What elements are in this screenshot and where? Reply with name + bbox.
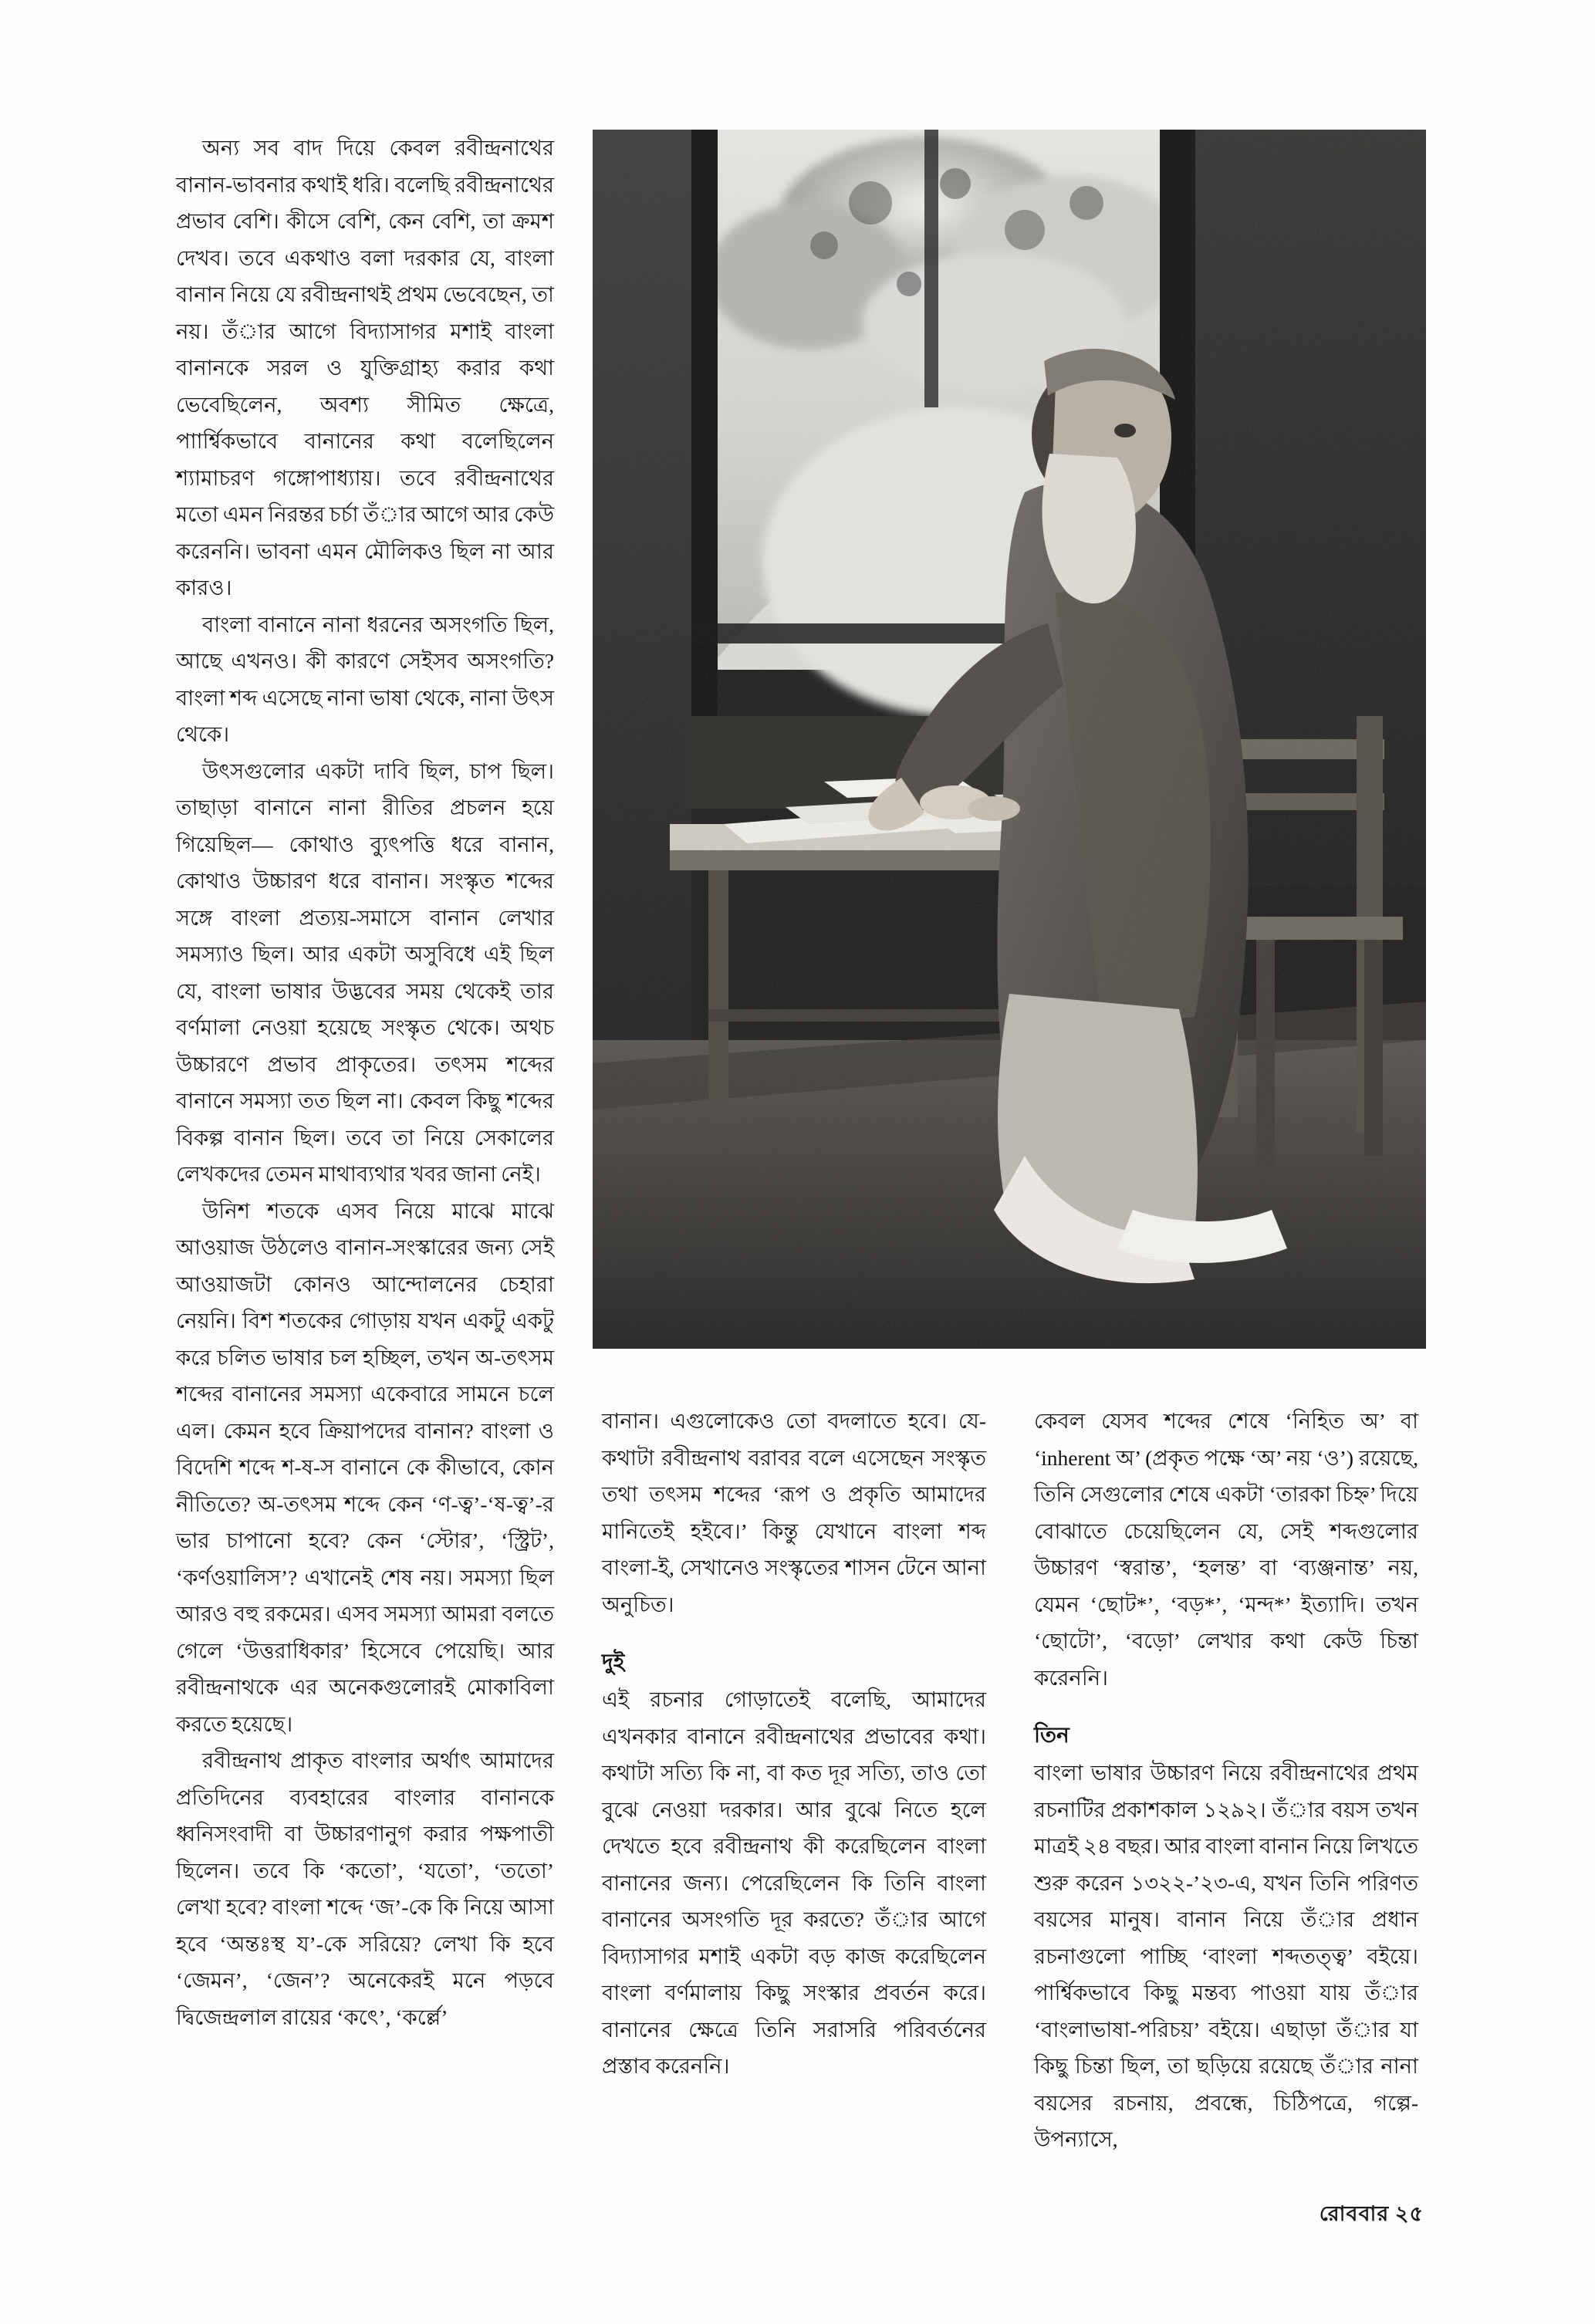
paragraph: বানান। এগুলোকেও তো বদলাতে হবে। যে-কথাটা রবীন্দ্রনাথ বরাবর বলে এসেছেন সংস্কৃত তথা তৎসম শব্দের ‘রূপ ও প্রকৃতি আমাদের মানিতেই হইবে।’ কিন্তু যেখানে বাংলা শব্দ বাংলা-ই, সেখানেও সংস্কৃতের শাসন টেনে আনা অনুচিত। [602,1409,986,1616]
tagore-photograph [593,130,1426,1349]
page-folio: রোববার ২৫ [1319,2202,1424,2225]
column-right [1034,1403,1418,2158]
paragraph: উৎসগুলোর একটা দাবি ছিল, চাপ ছিল। তাছাড়া বানানে নানা রীতির প্রচলন হয়ে গিয়েছিল— কোথাও ব্যুৎপত্তি ধরে বানান, কোথাও উচ্চারণ ধরে বানান। সংস্কৃত শব্দের সঙ্গে বাংলা প্রত্যয়-সমাসে বানান লেখার সমস্যাও ছিল। আর একটা অসুবিধে এই ছিল যে, বাংলা ভাষার উদ্ভবের সময় থেকেই তার বর্ণমালা নেওয়া হয়েছে সংস্কৃত থেকে। অথচ উচ্চারণে প্রভাব প্রাকৃতের। তৎসম শব্দের বানানে সমস্যা তত ছিল না। কেবল কিছু শব্দের বিকল্প বানান ছিল। তবে তা নিয়ে সেকালের লেখকদের তেমন মাথাব্যথার খবর জানা নেই। [176,758,554,1186]
paragraph: কেবল যেসব শব্দের শেষে ‘নিহিত অ’ বা ‘inherent অ’ (প্রকৃত পক্ষে ‘অ’ নয় ‘ও’) রয়েছে, তিনি সেগুলোর শেষে একটা ‘তারকা চিহ্ন’ দিয়ে বোঝাতে চেয়েছিলেন যে, সেই শব্দগুলোর উচ্চারণ ‘স্বরান্ত’, ‘হলন্ত’ বা ‘ব্যঞ্জনান্ত’ নয়, যেমন ‘ছোট*’, ‘বড়*’, ‘মন্দ*’ ইত্যাদি। তখন ‘ছোটো’, ‘বড়ো’ লেখার কথা কেউ চিন্তা করেননি। [1034,1409,1418,1690]
paragraph: উনিশ শতকে এসব নিয়ে মাঝে মাঝে আওয়াজ উঠলেও বানান-সংস্কারের জন্য সেই আওয়াজটা কোনও আন্দোলনের চেহারা নেয়নি। বিশ শতকের গোড়ায় যখন একটু একটু করে চলিত ভাষার চল হচ্ছিল, তখন অ-তৎসম শব্দের বানানের সমস্যা একেবারে সামনে চলে এল। কেমন হবে ক্রিয়াপদের বানান? বাংলা ও বিদেশি শব্দে শ-ষ-স বানানে কে কীভাবে, কোন নীতিতে? অ-তৎসম শব্দে কেন ‘ণ-ত্ব’-‘ষ-ত্ব’-র ভার চাপানো হবে? কেন ‘স্টোর’, ‘স্ট্রিট’, ‘কর্ণওয়ালিস’? এখানেই শেষ নয়। সমস্যা ছিল আরও বহু রকমের। এসব সমস্যা আমরা বলতে গেলে ‘উত্তরাধিকার’ হিসেবে পেয়েছি। আর রবীন্দ্রনাথকে এর অনেকগুলোরই মোকাবিলা করতে হয়েছে। [176,1198,554,1736]
paragraph: রবীন্দ্রনাথ প্রাকৃত বাংলার অর্থাৎ আমাদের প্রতিদিনের ব্যবহারের বাংলার বানানকে ধ্বনিসংবাদী বা উচ্চারণানুগ করার পক্ষপাতী ছিলেন। তবে কি ‘কতো’, ‘যতো’, ‘ততো’ লেখা হবে? বাংলা শব্দে ‘জ’-কে কি নিয়ে আসা হবে ‘অন্তঃস্থ য’-কে সরিয়ে? লেখা কি হবে ‘জেমন’, ‘জেন’? অনেকেরই মনে পড়বে দ্বিজেন্দ্রলাল রায়ের ‘কৎে’, ‘কর্ল্লে’ [176,1748,554,2029]
photo-figure [593,130,1426,1349]
section-heading-three: তিন [1034,1724,1070,1748]
paragraph: এই রচনার গোড়াতেই বলেছি, আমাদের এখনকার বানানে রবীন্দ্রনাথের প্রভাবের কথা। কথাটা সত্যি কি না, বা কত দূর সত্যি, তাও তো বুঝে নেওয়া দরকার। আর বুঝে নিতে হলে দেখতে হবে রবীন্দ্রনাথ কী করেছিলেন বাংলা বানানের জন্য। পেরেছিলেন কি তিনি বাংলা বানানের অসংগতি দূর করতে? তঁার আগে বিদ্যাসাগর মশাই একটা বড় কাজ করেছিলেন বাংলা বর্ণমালায় কিছু সংস্কার প্রবর্তন করে। বানানের ক্ষেত্রে তিনি সরাসরি পরিবর্তনের প্রস্তাব করেননি। [602,1687,986,2078]
column-left-lower [176,1403,554,2158]
section-heading-two: দুই [602,1650,625,1674]
paragraph: বাংলা ভাষার উচ্চারণ নিয়ে রবীন্দ্রনাথের প্রথম রচনাটির প্রকাশকাল ১২৯২। তঁার বয়স তখন মাত্রই ২৪ বছর। আর বাংলা বানান নিয়ে লিখতে শুরু করেন ১৩২২-’২৩-এ, যখন তিনি পরিণত বয়সের মানুষ। বানান নিয়ে তঁার প্রধান রচনাগুলো পাচ্ছি ‘বাংলা শব্দতত্ত্ব’ বইয়ে। পার্শ্বিকভাবে কিছু মন্তব্য পাওয়া যায় তঁার ‘বাংলাভাষা-পরিচয়’ বইয়ে। এছাড়া তঁার যা কিছু চিন্তা ছিল, তা ছড়িয়ে রয়েছে তঁার নানা বয়সের রচনায়, প্রবন্ধে, চিঠিপত্রে, গল্পে-উপন্যাসে, [1034,1761,1418,2151]
paragraph: বাংলা বানানে নানা ধরনের অসংগতি ছিল, আছে এখনও। কী কারণে সেইসব অসংগতি? বাংলা শব্দ এসেছে নানা ভাষা থেকে, নানা উৎস থেকে। [176,612,554,746]
column-middle [602,1403,986,2158]
three-column-text [176,1403,1426,2158]
paragraph: অন্য সব বাদ দিয়ে কেবল রবীন্দ্রনাথের বানান-ভাবনার কথাই ধরি। বলেছি রবীন্দ্রনাথের প্রভাব বেশি। কীসে বেশি, কেন বেশি, তা ক্রমশ দেখব। তবে একথাও বলা দরকার যে, বাংলা বানান নিয়ে যে রবীন্দ্রনাথই প্রথম ভেবেছেন, তা নয়। তঁার আগে বিদ্যাসাগর মশাই বাংলা বানানকে সরল ও যুক্তিগ্রাহ্য করার কথা ভেবেছিলেন, অবশ্য সীমিত ক্ষেত্রে, পাার্শ্বিকভাবে বানানের কথা বলেছিলেন শ্যামাচরণ গঙ্গোপাধ্যায়। তবে রবীন্দ্রনাথের মতো এমন নিরন্তর চর্চা তঁার আগে আর কেউ করেননি। ভাবনা এমন মৌলিকও ছিল না আর কারও। [176,136,554,600]
